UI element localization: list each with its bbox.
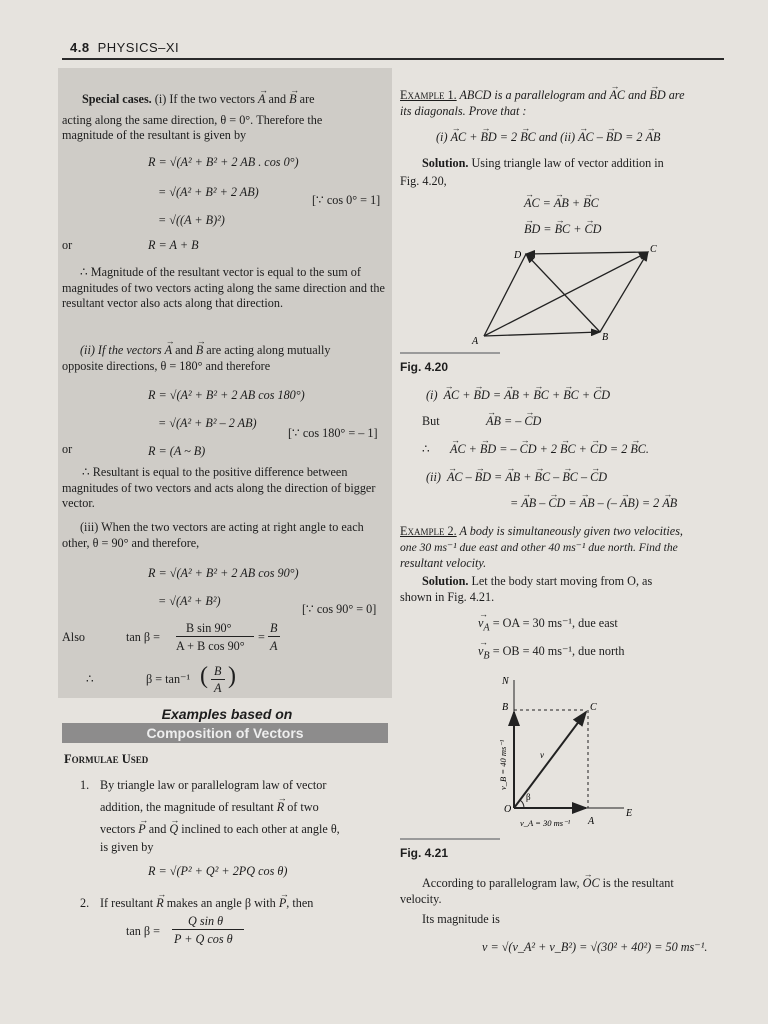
equation: = √(A² + B² + 2 AB) <box>158 185 259 199</box>
equation: R = √(A² + B² + 2 AB cos 90°) <box>148 566 299 580</box>
vb-label: v_B = 40 ms⁻¹ <box>498 739 508 790</box>
diagonal-bd <box>526 254 600 332</box>
figure-rule <box>400 352 500 354</box>
final-equation: v = √(v_A² + v_B²) = √(30² + 40²) = 50 ms⁻¹. <box>482 940 708 954</box>
page-number: 4.8 <box>70 40 90 55</box>
equation-note: [∵ cos 90° = 0] <box>302 602 377 616</box>
text-line: Fig. 4.20, <box>400 174 447 188</box>
equation: = → AB – → CD = → AB – (– → AB) = 2 → AB <box>510 496 677 511</box>
v-label: v <box>540 750 544 760</box>
fraction-denominator: A <box>270 639 278 653</box>
point-c-label: C <box>590 702 597 713</box>
text-line: Its magnitude is <box>422 912 500 926</box>
text-line: shown in Fig. 4.21. <box>400 590 495 604</box>
proof-line-i: (i) → AC + → BD = → AB + → BC + → BC + → CD <box>426 388 610 403</box>
figure-4-21-label: Fig. 4.21 <box>400 846 449 860</box>
book-title: PHYSICS–XI <box>97 40 180 55</box>
vector-cd <box>526 252 648 254</box>
paren-open: ( <box>200 663 208 689</box>
text-line: By triangle law or parallelogram law of vector <box>100 778 327 792</box>
tan-beta-lhs: tan β = <box>126 630 161 644</box>
figure-4-21-velocity-diagram <box>490 670 650 830</box>
tan-beta-lhs: tan β = <box>126 924 161 938</box>
fraction-bar <box>172 929 244 930</box>
section-banner: Composition of Vectors <box>62 723 388 743</box>
side-ad <box>484 254 526 336</box>
fraction-denominator: A + B cos 90° <box>176 639 245 653</box>
list-number: 1. <box>80 778 90 792</box>
text-line: If resultant → R makes an angle β with → P, then <box>100 896 313 911</box>
list-number: 2. <box>80 896 90 910</box>
beta-lhs: β = tan⁻¹ <box>146 672 191 686</box>
point-a-label: A <box>588 816 595 827</box>
equation: R = (A ~ B) <box>148 444 206 458</box>
origin-label: O <box>504 804 512 815</box>
special-case-i-intro: Special cases. (i) If the two vectors → A and → B are <box>82 92 315 107</box>
or-label: or <box>62 238 73 252</box>
text-line: opposite directions, θ = 180° and therefore <box>62 359 271 373</box>
velocity-a-line: → $v_A$ = OA = 30 ms⁻¹, due east <box>478 616 618 635</box>
beta-label: β <box>526 792 531 802</box>
text-line: According to parallelogram law, → OC is the resultant <box>422 876 674 891</box>
text-line: addition, the magnitude of resultant → R of two <box>100 800 319 815</box>
paragraph: ∴ Resultant is equal to the positive difference between magnitudes of two vectors and acts along the direction of bigger vector. <box>62 465 376 510</box>
figure-4-20-parallelogram <box>470 240 660 350</box>
equation: R = √(A² + B² + 2 AB . cos 0°) <box>148 155 299 169</box>
text-line: its diagonals. Prove that : <box>400 104 527 118</box>
page-header <box>70 40 179 55</box>
fraction-bar <box>176 636 254 637</box>
equation: → AC + → BD = – → CD + 2 → BC + → CD = 2 → BC. <box>450 442 649 457</box>
fraction-bar <box>211 679 225 680</box>
paragraph: (iii) When the two vectors are acting at right angle to each other, θ = 90° and therefore, <box>62 520 364 550</box>
text-line: resultant velocity. <box>400 556 487 570</box>
fraction-bar <box>268 636 280 637</box>
equation: = √((A + B)²) <box>158 213 225 227</box>
equation-note: [∵ cos 180° = – 1] <box>288 426 378 440</box>
example-2-statement: Example 2. A body is simultaneously given two velocities, <box>400 524 683 538</box>
fraction-numerator: B sin 90° <box>186 621 232 635</box>
examples-heading: Examples based on <box>161 706 293 722</box>
vector-ab <box>484 332 600 336</box>
point-d-label: D <box>514 250 522 261</box>
text-line: velocity. <box>400 892 442 906</box>
fraction-denominator: P + Q cos θ <box>174 932 233 946</box>
figure-4-20-label: Fig. 4.20 <box>400 360 449 374</box>
fraction-denominator: A <box>214 681 222 695</box>
equation: → AC = → AB + → BC <box>524 196 599 211</box>
formulae-heading: Formulae Used <box>64 752 149 766</box>
text-line: one 30 ms⁻¹ due east and other 40 ms⁻¹ due north. Find the <box>400 541 678 554</box>
point-b-label: B <box>502 702 509 713</box>
prove-statements: (i) → AC + → BD = 2 → BC and (ii) → AC – → BD = 2 → AB <box>436 130 660 145</box>
therefore-sign: ∴ <box>422 442 430 456</box>
therefore-sign: ∴ <box>86 672 94 686</box>
velocity-b-line: → $v_B$ = OB = 40 ms⁻¹, due north <box>478 644 625 663</box>
east-label: E <box>626 808 633 819</box>
text-line: vectors → P and → Q inclined to each other at angle θ, <box>100 822 340 837</box>
solution-1-line: Solution. Using triangle law of vector addition in <box>422 156 664 170</box>
special-case-ii-intro: (ii) If the vectors → A and → B are acting along mutually <box>80 343 330 358</box>
paren-close: ) <box>228 663 236 689</box>
equation: = √(A² + B² – 2 AB) <box>158 416 257 430</box>
equation: → BD = → BC + → CD <box>524 222 601 237</box>
proof-line-ii: (ii) → AC – → BD = → AB + → BC – → BC – → CD <box>426 470 607 485</box>
equals-sign: = <box>258 630 265 644</box>
equation: R = √(A² + B² + 2 AB cos 180°) <box>148 388 305 402</box>
equation: → AB = – → CD <box>486 414 541 429</box>
point-a-label: A <box>472 336 479 347</box>
point-b-label: B <box>602 332 609 343</box>
but-label: But <box>422 414 440 428</box>
equation: = √(A² + B²) <box>158 594 221 608</box>
vector-oc <box>514 712 586 808</box>
fraction-numerator: Q sin θ <box>188 914 224 928</box>
equation: R = A + B <box>148 238 199 252</box>
va-label: v_A = 30 ms⁻¹ <box>520 818 571 828</box>
example-1-statement: Example 1. ABCD is a parallelogram and → AC and → BD are <box>400 88 685 103</box>
figure-rule <box>400 838 500 840</box>
text-line: acting along the same direction, θ = 0°. Therefore the <box>62 113 323 127</box>
text-line: magnitude of the resultant is given by <box>62 128 247 142</box>
fraction-numerator: B <box>270 621 278 635</box>
also-label: Also <box>62 630 86 644</box>
text-line: is given by <box>100 840 154 854</box>
north-label: N <box>502 676 509 687</box>
paragraph: ∴ Magnitude of the resultant vector is equal to the sum of magnitudes of two vectors acting along the same direction and the resultant vector also acts along that direction. <box>62 265 385 310</box>
equation: R = √(P² + Q² + 2PQ cos θ) <box>148 864 288 878</box>
solution-2-line: Solution. Let the body start moving from O, as <box>422 574 653 588</box>
angle-arc <box>520 800 524 808</box>
header-rule <box>62 58 724 60</box>
equation-note: [∵ cos 0° = 1] <box>312 193 381 207</box>
fraction-numerator: B <box>214 664 222 678</box>
or-label: or <box>62 442 73 456</box>
point-c-label: C <box>650 244 657 255</box>
